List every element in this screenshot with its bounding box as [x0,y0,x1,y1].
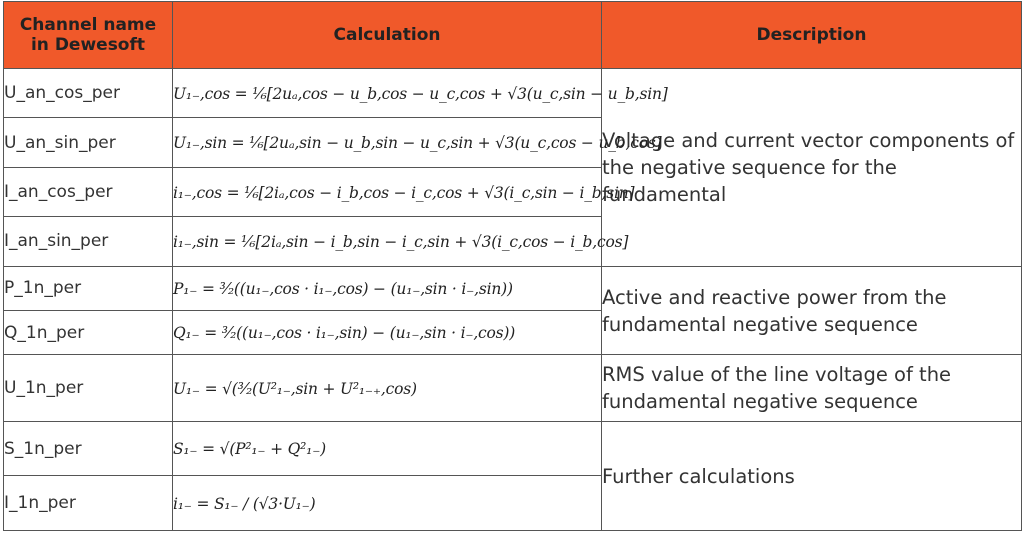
description-cell: RMS value of the line voltage of the fundamental negative sequence [602,355,1022,422]
channel-name: U_an_sin_per [4,118,173,167]
formula: P₁₋ = ³⁄₂((u₁₋,cos · i₁₋,cos) − (u₁₋,sin · i₋,sin)) [173,279,513,298]
description-cell: Voltage and current vector components of the negative sequence for the fundamental [602,69,1022,267]
header-calculation: Calculation [173,2,602,69]
calculation-cell [173,311,602,355]
formula: i₁₋,cos = ¹⁄₆[2iₐ,cos − i_b,cos − i_c,cos + √3(i_c,sin − i_b,sin] [173,183,635,202]
calculation-cell [173,422,602,476]
calculation-cell [173,476,602,531]
calculation-cell [173,167,635,216]
calculation-cell [173,355,602,422]
channel-name: U_an_cos_per [4,69,173,118]
description-cell: Further calculations [602,422,1022,531]
channel-name: Q_1n_per [4,311,173,355]
channel-name: U_1n_per [4,355,173,422]
channel-name: P_1n_per [4,266,173,310]
header-channel-name: Channel name in Dewesoft [4,2,173,69]
channel-table [3,1,1022,531]
table-row [4,355,1022,422]
formula: U₁₋,cos = ¹⁄₆[2uₐ,cos − u_b,cos − u_c,cos + √3(u_c,sin − u_b,sin] [173,84,668,103]
channel-name: I_an_sin_per [4,217,173,266]
calculation-cell [173,118,662,167]
formula: Q₁₋ = ³⁄₂((u₁₋,cos · i₁₋,sin) − (u₁₋,sin · i₋,cos)) [173,324,516,343]
formula: i₁₋ = S₁₋ / (√3·U₁₋) [173,494,316,513]
calculation-cell [173,69,668,118]
formula: U₁₋ = √(³⁄₂(U²₁₋,sin + U²₁₋₊,cos) [173,379,417,398]
channel-name: S_1n_per [4,422,173,476]
calculation-cell [173,266,602,310]
formula: U₁₋,sin = ¹⁄₆[2uₐ,sin − u_b,sin − u_c,sin + √3(u_c,cos − u_b,cos] [173,134,662,153]
channel-name: I_an_cos_per [4,167,173,216]
header-row [4,2,1022,69]
description-cell: Active and reactive power from the fundamental negative sequence [602,266,1022,355]
table-row [4,422,1022,476]
formula: i₁₋,sin = ¹⁄₆[2iₐ,sin − i_b,sin − i_c,sin + √3(i_c,cos − i_b,cos] [173,232,629,251]
table-row [4,69,1022,118]
channel-name: I_1n_per [4,476,173,531]
calculation-cell [173,217,629,266]
formula: S₁₋ = √(P²₁₋ + Q²₁₋) [173,440,327,459]
header-description: Description [602,2,1022,69]
table-row [4,266,1022,310]
